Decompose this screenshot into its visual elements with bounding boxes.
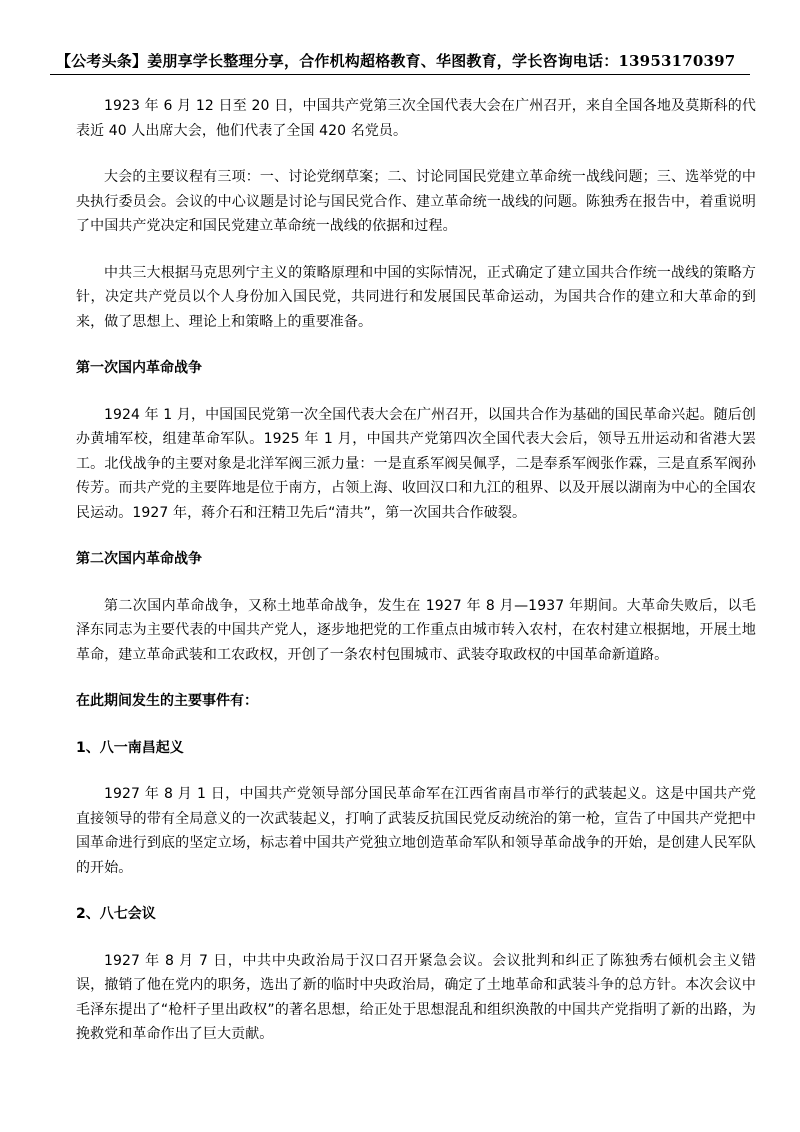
paragraph-second-revolutionary-war: 第二次国内革命战争，又称土地革命战争，发生在 1927 年 8 月—1937 年期间。大革命失败后，以毛泽东同志为主要代表的中国共产党人，逐步地把党的工作重点由城市转入农村，在农村建立根据地，开展土地革命，建立革命武装和工农政权，开创了一条农村包围城市、武装夺取政权的中国革命新道路。 [76, 597, 756, 663]
paragraph-first-revolutionary-war: 1924 年 1 月，中国国民党第一次全国代表大会在广州召开，以国共合作为基础的国民革命兴起。随后创办黄埔军校，组建革命军队。1925 年 1 月，中国共产党第四次全国代表大会后，领导五卅运动和省港大罢工。北伐战争的主要对象是北洋军阀三派力量：一是直系军阀吴佩孚，二是奉系军阀张作霖，三是直系军阀孙传芳。而共产党的主要阵地是位于南方，占领上海、收回汉口和九江的租界、以及开展以湖南为中心的全国农民运动。1927 年，蒋介石和汪精卫先后“清共”，第一次国共合作破裂。 [76, 406, 756, 521]
header-text: 【公考头条】姜朋享学长整理分享，合作机构超格教育、华图教育，学长咨询电话：13953170397 [56, 52, 736, 70]
paragraph-united-front: 中共三大根据马克思列宁主义的策略原理和中国的实际情况，正式确定了建立国共合作统一战线的策略方针，决定共产党员以个人身份加入国民党，共同进行和发展国民革命运动，为国共合作的建立和大革命的到来，做了思想上、理论上和策略上的重要准备。 [76, 264, 756, 330]
heading-nanchang-uprising: 1、八一南昌起义 [76, 739, 184, 756]
paragraph-august-seventh-meeting: 1927 年 8 月 7 日，中共中央政治局于汉口召开紧急会议。会议批判和纠正了陈独秀右倾机会主义错误，撤销了他在党内的职务，选出了新的临时中央政治局，确定了土地革命和武装斗争的总方针。本次会议中毛泽东提出了“枪杆子里出政权”的著名思想，给正处于思想混乱和组织涣散的中国共产党指明了新的出路，为挽救党和革命作出了巨大贡献。 [76, 952, 756, 1042]
heading-first-revolutionary-war: 第一次国内革命战争 [76, 360, 202, 376]
paragraph-third-congress: 1923 年 6 月 12 日至 20 日，中国共产党第三次全国代表大会在广州召开，来自全国各地及莫斯科的代表近 40 人出席大会，他们代表了全国 420 名党员。 [76, 98, 756, 139]
heading-august-seventh-meeting: 2、八七会议 [76, 906, 156, 922]
document-body [76, 94, 756, 1047]
paragraph-nanchang-uprising: 1927 年 8 月 1 日，中国共产党领导部分国民革命军在江西省南昌市举行的武装起义。这是中国共产党直接领导的带有全局意义的一次武装起义，打响了武装反抗国民党反动统治的第一枪，宣告了中国共产党把中国革命进行到底的坚定立场，标志着中国共产党独立地创造革命军队和领导革命战争的开始，是创建人民军队的开始。 [76, 786, 756, 876]
page-header [50, 46, 750, 75]
heading-main-events: 在此期间发生的主要事件有： [76, 693, 258, 709]
paragraph-congress-agenda: 大会的主要议程有三项：一、讨论党纲草案；二、讨论同国民党建立革命统一战线问题；三、选举党的中央执行委员会。会议的中心议题是讨论与国民党合作、建立革命统一战线的问题。陈独秀在报告中，着重说明了中国共产党决定和国民党建立革命统一战线的依据和过程。 [76, 169, 756, 234]
heading-second-revolutionary-war: 第二次国内革命战争 [76, 551, 202, 567]
